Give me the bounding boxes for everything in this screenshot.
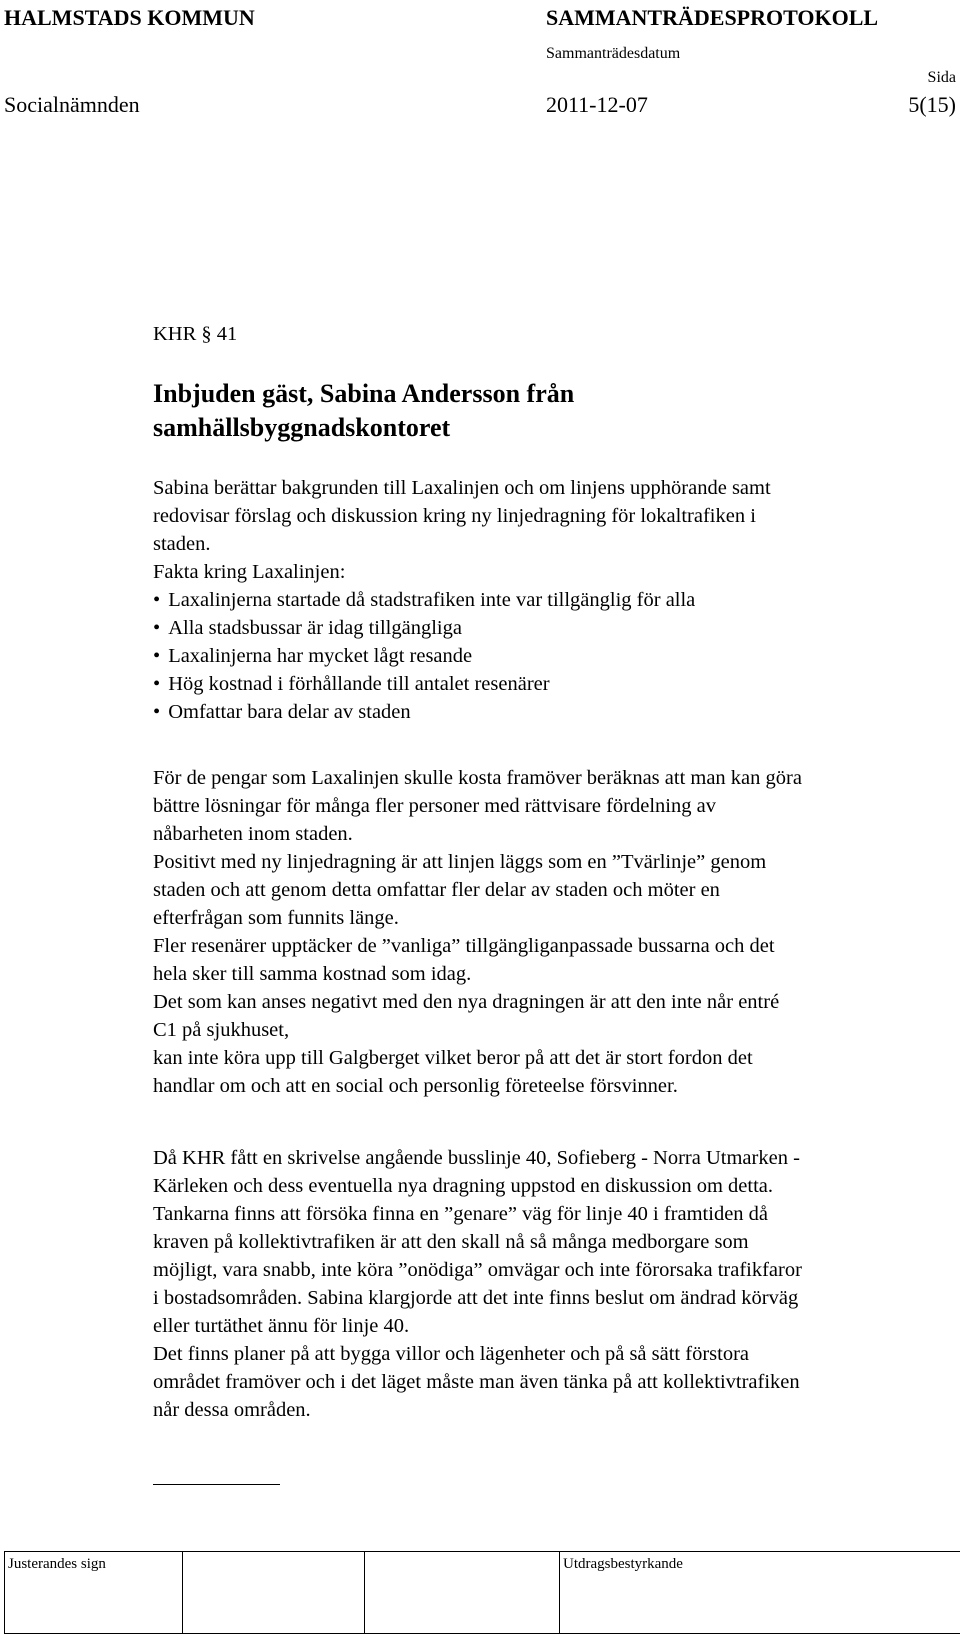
line-40-paragraph <box>153 1144 802 1424</box>
text-line: kan inte köra upp till Galgberget vilket beror på att det är stort fordon det <box>153 1047 753 1069</box>
fact-bullet: • Hög kostnad i förhållande till antalet resenärer <box>153 670 771 698</box>
text-line: staden. <box>153 533 211 555</box>
section-title-line-2: samhällsbyggnadskontoret <box>153 413 451 442</box>
facts-heading: Fakta kring Laxalinjen: <box>153 561 346 583</box>
text-line: hela sker till samma kostnad som idag. <box>153 963 472 985</box>
discussion-paragraph <box>153 764 802 1100</box>
text-line: når dessa områden. <box>153 1399 311 1421</box>
text-line: C1 på sjukhuset, <box>153 1019 290 1041</box>
meeting-date: 2011-12-07 <box>546 92 648 117</box>
fact-bullet: • Laxalinjerna startade då stadstrafiken inte var tillgänglig för alla <box>153 586 771 614</box>
text-line: nåbarheten inom staden. <box>153 823 353 845</box>
text-line: efterfrågan som funnits länge. <box>153 907 399 929</box>
extract-label: Utdragsbestyrkande <box>563 1556 683 1572</box>
text-line: Fler resenärer upptäcker de ”vanliga” tillgängliganpassade bussarna och det <box>153 935 775 957</box>
text-line: redovisar förslag och diskussion kring ny linjedragning för lokaltrafiken i <box>153 505 756 527</box>
text-line: handlar om och att en social och personlig företeelse försvinner. <box>153 1075 678 1097</box>
extract-cell <box>560 1552 960 1634</box>
text-line: För de pengar som Laxalinjen skulle kosta framöver beräknas att man kan göra <box>153 767 802 789</box>
text-line: Det finns planer på att bygga villor och lägenheter och på så sätt förstora <box>153 1343 750 1365</box>
text-line: Då KHR fått en skrivelse angående busslinje 40, Sofieberg - Norra Utmarken - <box>153 1147 800 1169</box>
text-line: eller turtäthet ännu för linje 40. <box>153 1315 410 1337</box>
text-line: området framöver och i det läget måste man även tänka på att kollektivtrafiken <box>153 1371 800 1393</box>
text-line: Det som kan anses negativt med den nya dragningen är att den inte når entré <box>153 991 780 1013</box>
section-title-line-1: Inbjuden gäst, Sabina Andersson från <box>153 379 575 408</box>
section-end-rule <box>153 1484 280 1485</box>
text-line: möjligt, vara snabb, inte köra ”onödiga” omvägar och inte förorsaka trafikfaror <box>153 1259 802 1281</box>
committee-name: Socialnämnden <box>4 92 140 117</box>
text-line: Kärleken och dess eventuella nya dragning uppstod en diskussion om detta. <box>153 1175 773 1197</box>
text-line: Positivt med ny linjedragning är att linjen läggs som en ”Tvärlinje” genom <box>153 851 767 873</box>
signature-row <box>5 1552 960 1634</box>
page-label: Sida <box>927 69 956 86</box>
section-number: KHR § 41 <box>153 323 238 345</box>
text-line: kraven på kollektivtrafiken är att den skall nå så många medborgare som <box>153 1231 749 1253</box>
municipality-name: HALMSTADS KOMMUN <box>4 5 255 30</box>
fact-bullet: • Omfattar bara delar av staden <box>153 698 771 726</box>
signatory-label: Justerandes sign <box>8 1556 106 1572</box>
date-label: Sammanträdesdatum <box>546 45 681 62</box>
text-line: Tankarna finns att försöka finna en ”genare” väg för linje 40 i framtiden då <box>153 1203 769 1225</box>
signature-table <box>4 1551 960 1634</box>
text-line: staden och att genom detta omfattar fler delar av staden och möter en <box>153 879 720 901</box>
fact-bullet: • Laxalinjerna har mycket lågt resande <box>153 642 771 670</box>
text-line: bättre lösningar för många fler personer med rättvisare fördelning av <box>153 795 716 817</box>
text-line: Sabina berättar bakgrunden till Laxalinjen och om linjens upphörande samt <box>153 477 771 499</box>
fact-bullet: • Alla stadsbussar är idag tillgängliga <box>153 614 771 642</box>
page-number: 5(15) <box>908 92 956 117</box>
text-line: i bostadsområden. Sabina klargjorde att det inte finns beslut om ändrad körväg <box>153 1287 799 1309</box>
signature-box <box>183 1552 365 1634</box>
signatory-cell <box>5 1552 183 1634</box>
signature-box <box>365 1552 560 1634</box>
protocol-title: SAMMANTRÄDESPROTOKOLL <box>546 5 879 30</box>
intro-paragraph <box>153 474 771 726</box>
